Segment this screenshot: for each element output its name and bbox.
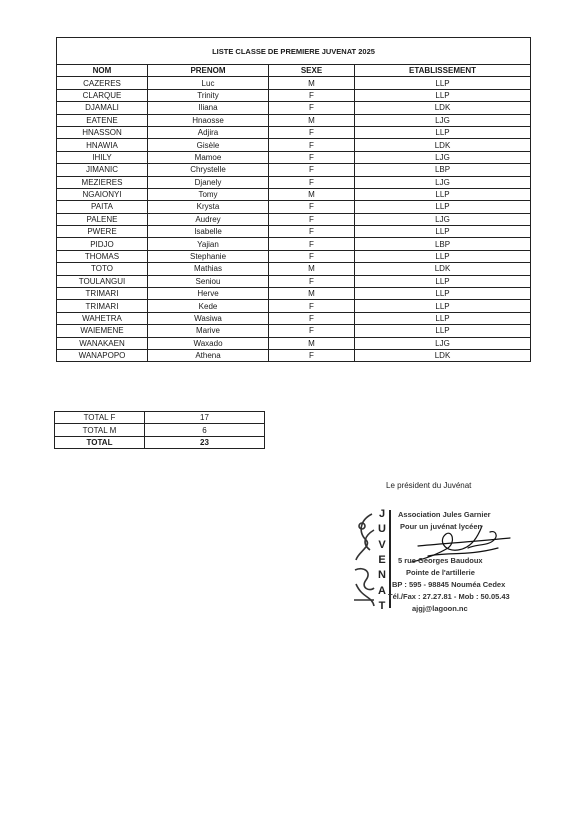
cell-etablissement: LDK	[355, 263, 531, 275]
cell-etablissement: LLP	[355, 250, 531, 262]
table-row	[57, 139, 531, 151]
cell-sexe: F	[269, 213, 355, 225]
cell-nom: PALENE	[57, 213, 148, 225]
cell-etablissement: LLP	[355, 288, 531, 300]
stamp-line: Pointe de l'artillerie	[406, 568, 475, 577]
cell-etablissement: LLP	[355, 312, 531, 324]
header-prenom: PRENOM	[148, 65, 269, 77]
cell-nom: PAITA	[57, 201, 148, 213]
table-row	[57, 238, 531, 250]
stamp-letter: J	[378, 508, 386, 520]
cell-sexe: F	[269, 226, 355, 238]
cell-prenom: Adjira	[148, 126, 269, 138]
cell-sexe: F	[269, 238, 355, 250]
cell-prenom: Gisèle	[148, 139, 269, 151]
stamp-line: Association Jules Garnier	[398, 510, 491, 519]
cell-nom: WAHETRA	[57, 312, 148, 324]
cell-sexe: M	[269, 188, 355, 200]
cell-nom: DJAMALI	[57, 102, 148, 114]
stamp-letter: E	[378, 553, 386, 566]
cell-etablissement: LBP	[355, 238, 531, 250]
total-label: TOTAL	[55, 436, 145, 448]
cell-prenom: Iliana	[148, 102, 269, 114]
association-stamp	[352, 508, 552, 618]
cell-prenom: Mamoe	[148, 151, 269, 163]
header-etablissement: ETABLISSEMENT	[355, 65, 531, 77]
stamp-letter: N	[378, 569, 386, 582]
cell-sexe: F	[269, 325, 355, 337]
cell-nom: WAIEMENE	[57, 325, 148, 337]
cell-nom: CAZERES	[57, 77, 148, 89]
table-row	[57, 312, 531, 324]
cell-sexe: F	[269, 349, 355, 361]
table-row	[57, 188, 531, 200]
cell-etablissement: LLP	[355, 126, 531, 138]
cell-nom: THOMAS	[57, 250, 148, 262]
table-row	[57, 176, 531, 188]
table-header-row	[57, 65, 531, 77]
cell-etablissement: LJG	[355, 213, 531, 225]
table-row	[57, 77, 531, 89]
cell-etablissement: LJG	[355, 337, 531, 349]
cell-nom: HNASSON	[57, 126, 148, 138]
cell-prenom: Tomy	[148, 188, 269, 200]
header-nom: NOM	[57, 65, 148, 77]
cell-sexe: F	[269, 102, 355, 114]
cell-prenom: Athena	[148, 349, 269, 361]
cell-sexe: F	[269, 139, 355, 151]
table-row	[57, 201, 531, 213]
cell-prenom: Seniou	[148, 275, 269, 287]
total-f-row	[55, 412, 265, 424]
cell-nom: WANAPOPO	[57, 349, 148, 361]
stamp-line: BP : 595 - 98845 Nouméa Cedex	[392, 580, 506, 589]
cell-prenom: Marive	[148, 325, 269, 337]
cell-prenom: Chrystelle	[148, 164, 269, 176]
signature-caption: Le président du Juvénat	[386, 481, 472, 490]
table-row	[57, 164, 531, 176]
cell-etablissement: LLP	[355, 275, 531, 287]
cell-nom: TRIMARI	[57, 288, 148, 300]
stamp-line: 5 rue Georges Baudoux	[398, 556, 483, 565]
cell-nom: WANAKAEN	[57, 337, 148, 349]
table-body	[57, 77, 531, 362]
cell-prenom: Trinity	[148, 89, 269, 101]
table-row	[57, 275, 531, 287]
cell-etablissement: LBP	[355, 164, 531, 176]
cell-prenom: Yajian	[148, 238, 269, 250]
cell-sexe: F	[269, 89, 355, 101]
cell-nom: CLARQUE	[57, 89, 148, 101]
cell-sexe: M	[269, 337, 355, 349]
stamp-line: Pour un juvénat lycéen	[400, 522, 483, 531]
total-label: TOTAL M	[55, 424, 145, 436]
cell-etablissement: LLP	[355, 188, 531, 200]
cell-sexe: M	[269, 77, 355, 89]
table-row	[57, 300, 531, 312]
stamp-line: Tél./Fax : 27.27.81 - Mob : 50.05.43	[388, 592, 510, 601]
total-value: 17	[145, 412, 265, 424]
cell-nom: PIDJO	[57, 238, 148, 250]
cell-sexe: F	[269, 250, 355, 262]
totals-table	[54, 411, 265, 449]
table-row	[57, 226, 531, 238]
stamp-letter: U	[378, 523, 386, 536]
cell-etablissement: LDK	[355, 349, 531, 361]
table-row	[57, 102, 531, 114]
table-row	[57, 325, 531, 337]
total-m-row	[55, 424, 265, 436]
cell-etablissement: LLP	[355, 325, 531, 337]
cell-etablissement: LLP	[355, 226, 531, 238]
table-row	[57, 114, 531, 126]
table-row	[57, 250, 531, 262]
cell-etablissement: LJG	[355, 114, 531, 126]
total-label: TOTAL F	[55, 412, 145, 424]
cell-sexe: F	[269, 164, 355, 176]
cell-nom: HNAWIA	[57, 139, 148, 151]
cell-prenom: Waxado	[148, 337, 269, 349]
cell-prenom: Herve	[148, 288, 269, 300]
cell-sexe: F	[269, 312, 355, 324]
cell-nom: TRIMARI	[57, 300, 148, 312]
cell-sexe: F	[269, 176, 355, 188]
cell-sexe: F	[269, 300, 355, 312]
stamp-letter: T	[378, 599, 386, 612]
cell-prenom: Audrey	[148, 213, 269, 225]
cell-prenom: Mathias	[148, 263, 269, 275]
total-value: 23	[145, 436, 265, 448]
stamp-letter: A	[378, 584, 386, 597]
cell-nom: IHILY	[57, 151, 148, 163]
table-row	[57, 126, 531, 138]
stamp-line: ajgj@lagoon.nc	[412, 604, 468, 613]
cell-etablissement: LDK	[355, 139, 531, 151]
cell-prenom: Djanely	[148, 176, 269, 188]
cell-nom: TOULANGUI	[57, 275, 148, 287]
cell-etablissement: LLP	[355, 89, 531, 101]
cell-etablissement: LLP	[355, 300, 531, 312]
cell-prenom: Hnaosse	[148, 114, 269, 126]
cell-prenom: Stephanie	[148, 250, 269, 262]
cell-sexe: F	[269, 126, 355, 138]
cell-sexe: M	[269, 288, 355, 300]
juvenat-logo-icon	[352, 510, 376, 610]
cell-nom: MEZIERES	[57, 176, 148, 188]
cell-etablissement: LJG	[355, 151, 531, 163]
stamp-letter: V	[378, 538, 386, 551]
cell-sexe: F	[269, 275, 355, 287]
table-row	[57, 288, 531, 300]
cell-nom: NGAIONYI	[57, 188, 148, 200]
cell-etablissement: LLP	[355, 77, 531, 89]
cell-prenom: Wasiwa	[148, 312, 269, 324]
cell-prenom: Luc	[148, 77, 269, 89]
cell-nom: TOTO	[57, 263, 148, 275]
table-title: LISTE CLASSE DE PREMIERE JUVENAT 2025	[57, 38, 531, 65]
table-row	[57, 337, 531, 349]
stamp-letters	[375, 508, 389, 612]
table-row	[57, 213, 531, 225]
student-list-table	[56, 37, 531, 362]
cell-prenom: Isabelle	[148, 226, 269, 238]
header-sexe: SEXE	[269, 65, 355, 77]
cell-nom: PWERE	[57, 226, 148, 238]
total-row	[55, 436, 265, 448]
cell-prenom: Kede	[148, 300, 269, 312]
cell-sexe: M	[269, 263, 355, 275]
table-row	[57, 151, 531, 163]
cell-nom: JIMANIC	[57, 164, 148, 176]
table-title-row	[57, 38, 531, 65]
cell-sexe: M	[269, 114, 355, 126]
table-row	[57, 89, 531, 101]
cell-sexe: F	[269, 201, 355, 213]
table-row	[57, 263, 531, 275]
cell-etablissement: LLP	[355, 201, 531, 213]
cell-nom: EATENE	[57, 114, 148, 126]
cell-sexe: F	[269, 151, 355, 163]
table-row	[57, 349, 531, 361]
total-value: 6	[145, 424, 265, 436]
cell-etablissement: LDK	[355, 102, 531, 114]
cell-etablissement: LJG	[355, 176, 531, 188]
cell-prenom: Krysta	[148, 201, 269, 213]
